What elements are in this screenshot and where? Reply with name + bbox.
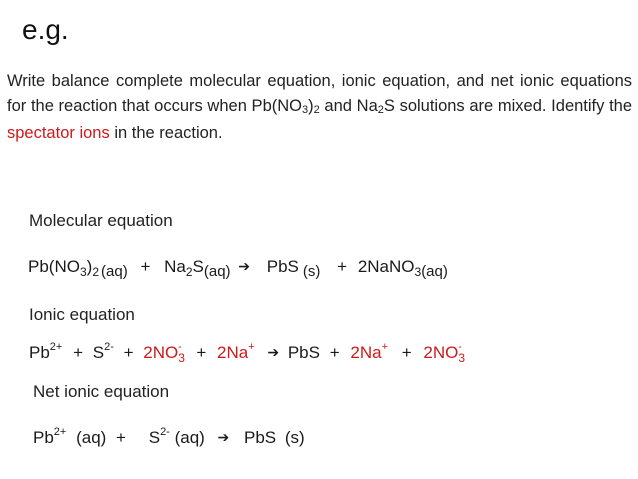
charge: 2+ xyxy=(49,341,63,353)
formula-part: S xyxy=(148,428,161,447)
formula-part: ) xyxy=(86,257,93,276)
plus-sign: + xyxy=(123,343,134,362)
state-symbol: (aq) xyxy=(421,263,448,280)
formula-part: Pb xyxy=(33,428,54,447)
formula-part: 2Na xyxy=(350,343,382,362)
sulfide-ion xyxy=(149,428,170,448)
plus-sign: + xyxy=(196,343,207,362)
plus-sign: + xyxy=(140,257,151,276)
spectator-nitrate-ion xyxy=(143,341,185,365)
subscript: 2 xyxy=(92,265,100,279)
molecular-equation xyxy=(28,257,448,280)
problem-text: in the reaction. xyxy=(109,124,223,142)
formula-part: 2NaNO xyxy=(357,257,415,276)
sodium-sulfide xyxy=(164,257,231,280)
plus-sign: + xyxy=(329,343,340,362)
charge: 2- xyxy=(104,341,114,353)
problem-text: ) xyxy=(308,97,314,115)
plus-sign: + xyxy=(116,428,126,447)
charge: - xyxy=(177,341,182,353)
formula-part: S xyxy=(192,257,204,276)
spectator-sodium-ion xyxy=(217,343,255,363)
state-symbol: (s) xyxy=(302,263,321,280)
lead-sulfide: PbS xyxy=(244,428,277,447)
formula-part: PbS xyxy=(266,257,299,276)
formula-part: 2NO xyxy=(143,343,179,362)
problem-text: Write balance complete molecular equation, ionic equation, and net ionic equations for the reaction that occurs when Pb(NO xyxy=(7,72,632,115)
state-symbol: (aq) xyxy=(101,263,128,280)
state-symbol: (s) xyxy=(284,428,305,447)
ionic-equation xyxy=(29,341,466,365)
charge: - xyxy=(458,341,462,353)
formula-part: Pb xyxy=(29,343,50,362)
subscript: 2 xyxy=(185,265,193,279)
lead-ion xyxy=(29,343,62,363)
formula-part: S xyxy=(92,343,105,362)
net-ionic-equation xyxy=(33,428,305,448)
charge: + xyxy=(381,341,389,353)
subscript: 3 xyxy=(178,351,185,365)
lead-ion xyxy=(33,428,66,448)
lead-sulfide: PbS xyxy=(287,343,320,362)
subscript: 3 xyxy=(414,265,422,279)
slide-title: e.g. xyxy=(22,14,69,45)
state-symbol: (aq) xyxy=(76,428,107,447)
right-arrow-icon: ➔ xyxy=(238,258,251,274)
formula-part: 2NO xyxy=(423,343,459,362)
charge: 2- xyxy=(160,426,170,438)
ionic-equation-label: Ionic equation xyxy=(29,305,135,324)
state-symbol: (aq) xyxy=(203,263,231,280)
plus-sign: + xyxy=(73,343,84,362)
problem-statement xyxy=(7,69,632,146)
subscript: 2 xyxy=(377,104,384,116)
problem-text: S solutions are mixed. Identify the xyxy=(383,97,633,115)
lead-nitrate xyxy=(28,257,128,280)
formula-part: Pb(NO xyxy=(28,257,80,276)
charge: 2+ xyxy=(53,426,67,438)
sodium-nitrate xyxy=(357,257,448,280)
state-symbol: (aq) xyxy=(174,428,205,447)
plus-sign: + xyxy=(401,343,412,362)
problem-text: and Na xyxy=(319,97,378,115)
right-arrow-icon: ➔ xyxy=(217,429,230,445)
right-arrow-icon: ➔ xyxy=(267,344,280,360)
molecular-equation-label: Molecular equation xyxy=(29,211,173,230)
sulfide-ion xyxy=(93,343,114,363)
subscript: 3 xyxy=(302,104,309,116)
lead-sulfide xyxy=(266,257,321,280)
net-ionic-equation-label: Net ionic equation xyxy=(33,382,170,401)
formula-part: Na xyxy=(164,257,186,276)
spectator-ions-highlight: spectator ions xyxy=(7,124,110,142)
charge: + xyxy=(248,341,255,353)
spectator-sodium-ion xyxy=(350,343,388,363)
subscript: 2 xyxy=(313,104,320,116)
subscript: 3 xyxy=(79,265,87,279)
subscript: 3 xyxy=(458,351,466,365)
plus-sign: + xyxy=(337,257,348,276)
formula-part: 2Na xyxy=(217,343,249,362)
spectator-nitrate-ion xyxy=(423,341,466,365)
